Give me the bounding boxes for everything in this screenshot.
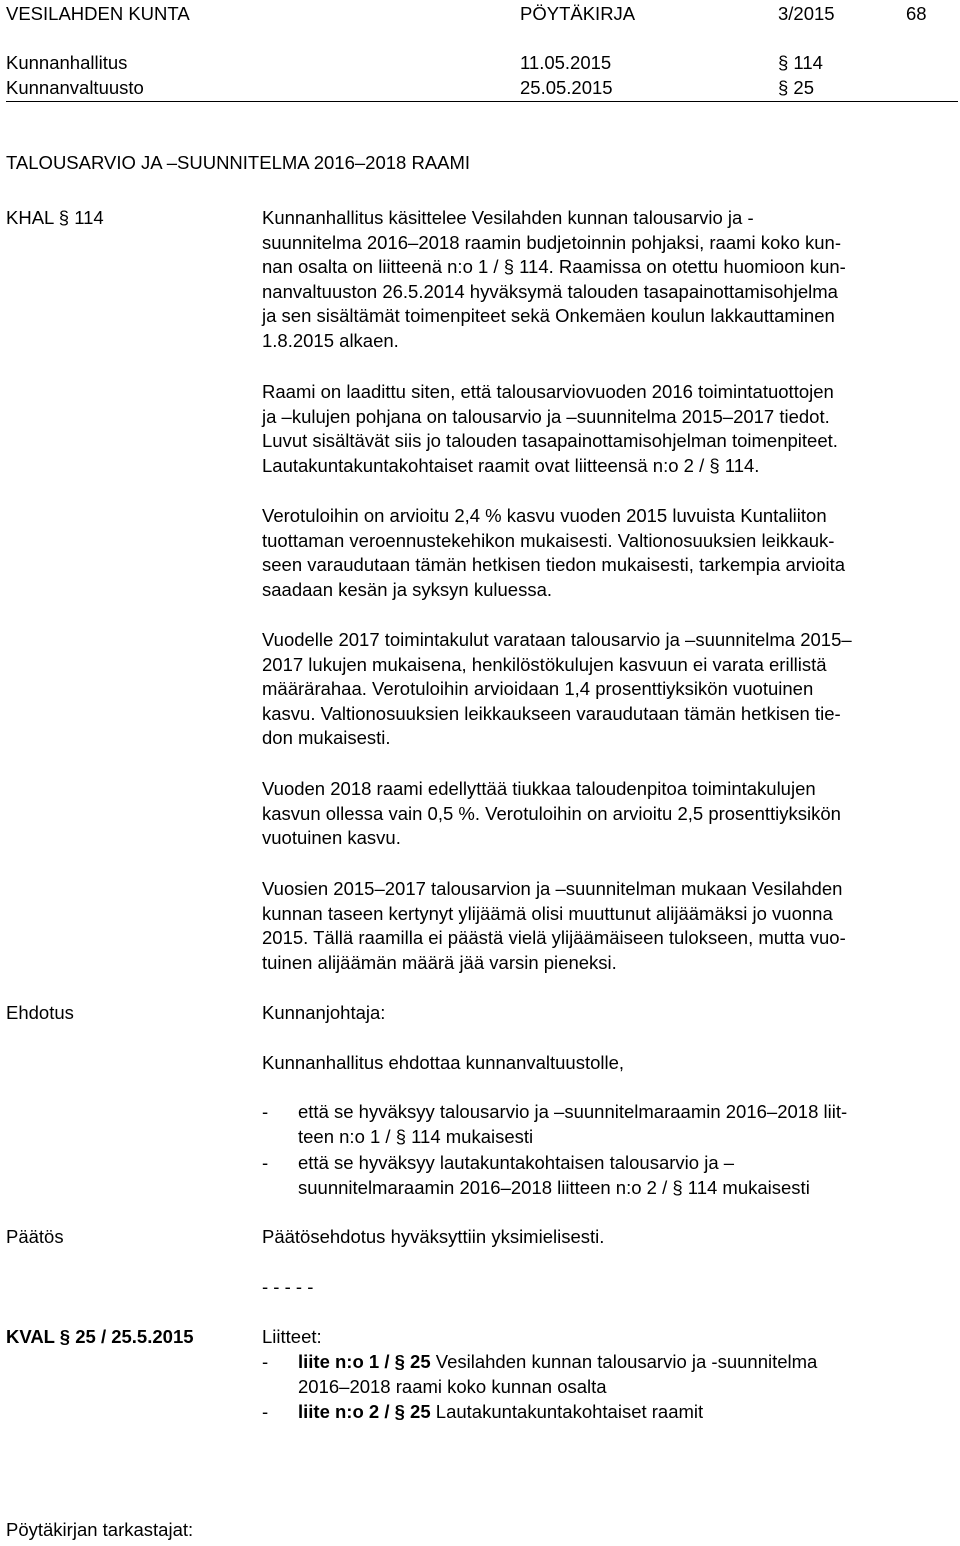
text-line: Lautakuntakuntakohtaiset raamit ovat liitteensä n:o 2 / § 114. [262, 454, 760, 476]
paragraph-2 [262, 380, 952, 478]
proposal-dash-1: - [262, 1101, 269, 1122]
agenda-title: TALOUSARVIO JA –SUUNNITELMA 2016–2018 RAAMI [6, 152, 471, 173]
text-line: saadaan kesän ja syksyn kuluessa. [262, 578, 553, 600]
text-line: Vuoden 2018 raami edellyttää tiukkaa taloudenpitoa toimintakulujen [262, 778, 816, 799]
paragraph-4 [262, 628, 952, 751]
text-line: nan osalta on liitteenä n:o 1 / § 114. Raamissa on otettu huomioon kun- [262, 256, 846, 278]
page-number: 68 [906, 3, 927, 24]
doc-number: 3/2015 [778, 3, 835, 24]
header-rule [6, 101, 958, 102]
kval-section-label: KVAL § 25 / 25.5.2015 [6, 1326, 194, 1347]
proposer-label: Kunnanjohtaja: [262, 1002, 386, 1023]
decision-text: Päätösehdotus hyväksyttiin yksimielisesti. [262, 1226, 605, 1247]
attachment-ref-1: liite n:o 1 / § 25 [298, 1351, 431, 1372]
attachment-item-1-line-2: 2016–2018 raami koko kunnan osalta [298, 1376, 607, 1397]
paragraph-6 [262, 877, 952, 975]
text-line: tuinen alijäämän määrä jää varsin pieneksi. [262, 951, 617, 973]
doc-type: PÖYTÄKIRJA [520, 3, 636, 24]
ehdotus-label: Ehdotus [6, 1002, 74, 1023]
proposal-dash-2: - [262, 1152, 269, 1173]
section-ref-2: § 25 [778, 77, 815, 98]
text-line: don mukaisesti. [262, 727, 391, 749]
attachment-dash-2: - [262, 1401, 269, 1422]
proposal-item-1-line-1: että se hyväksyy talousarvio ja –suunnitelmaraamin 2016–2018 liit- [298, 1101, 848, 1122]
text-line: tuottaman veroennustekehikon mukaisesti. Valtionosuuksien leikkauk- [262, 529, 835, 551]
text-line: Raami on laadittu siten, että talousarviovuoden 2016 toimintatuottojen [262, 381, 834, 402]
text-line: Kunnanhallitus käsittelee Vesilahden kunnan talousarvio ja - [262, 207, 754, 228]
attachment-item-2 [298, 1400, 703, 1425]
text-line: 1.8.2015 alkaen. [262, 329, 399, 351]
paatos-label: Päätös [6, 1226, 64, 1247]
text-line: 2015. Tällä raamilla ei päästä vielä ylijäämäiseen tulokseen, mutta vuo- [262, 927, 846, 949]
text-line: ja sen sisältämät toimenpiteet sekä Onkemäen koulun lakkauttaminen [262, 305, 835, 327]
text-line: vuotuinen kasvu. [262, 827, 401, 849]
section-ref-1: § 114 [778, 52, 823, 73]
proposal-item-1-line-2: teen n:o 1 / § 114 mukaisesti [298, 1126, 534, 1147]
proposal-item-2-line-2: suunnitelmaraamin 2016–2018 liitteen n:o 2 / § 114 mukaisesti [298, 1177, 810, 1198]
text-line: kasvu. Valtionosuuksien leikkaukseen varaudutaan tämän hetkisen tie- [262, 702, 841, 724]
org-name: VESILAHDEN KUNTA [6, 3, 190, 24]
attachment-ref-2: liite n:o 2 / § 25 [298, 1401, 431, 1422]
board-name-1: Kunnanhallitus [6, 52, 128, 73]
text-line: 2017 lukujen mukaisena, henkilöstökulujen kasvuun ei varata erillistä [262, 653, 827, 675]
proposal-item-2-line-1: että se hyväksyy lautakuntakohtaisen talousarvio ja – [298, 1152, 735, 1173]
khal-section-label: KHAL § 114 [6, 207, 104, 228]
meeting-date-2: 25.05.2015 [520, 77, 613, 98]
text-line: nanvaltuuston 26.5.2014 hyväksymä talouden tasapainottamisohjelma [262, 280, 838, 302]
separator-dashes: - - - - - [262, 1276, 314, 1297]
inspectors-label: Pöytäkirjan tarkastajat: [6, 1519, 194, 1540]
paragraph-5 [262, 777, 952, 851]
text-line: kasvun ollessa vain 0,5 %. Verotuloihin on arvioitu 2,5 prosenttiyksikön [262, 802, 841, 824]
text-line: ja –kulujen pohjana on talousarvio ja –suunnitelma 2015–2017 tiedot. [262, 405, 830, 427]
text-line: Luvut sisältävät siis jo talouden tasapainottamisohjelman toimenpiteet. [262, 430, 838, 452]
attachment-text-1: Vesilahden kunnan talousarvio ja -suunnitelma [430, 1351, 818, 1372]
text-line: seen varaudutaan tämän hetkisen tiedon mukaisesti, tarkempia arvioita [262, 554, 846, 576]
meeting-date-1: 11.05.2015 [520, 52, 612, 73]
text-line: suunnitelma 2016–2018 raamin budjetoinnin pohjaksi, raami koko kun- [262, 231, 842, 253]
board-name-2: Kunnanvaltuusto [6, 77, 144, 98]
attachment-text-2: Lautakuntakuntakohtaiset raamit [430, 1401, 704, 1422]
text-line: määrärahaa. Verotuloihin arvioidaan 1,4 prosenttiyksikön vuotuinen [262, 678, 814, 700]
text-line: Verotuloihin on arvioitu 2,4 % kasvu vuoden 2015 luvuista Kuntaliiton [262, 505, 827, 526]
proposal-intro: Kunnanhallitus ehdottaa kunnanvaltuustolle, [262, 1052, 625, 1073]
text-line: Vuodelle 2017 toimintakulut varataan talousarvio ja –suunnitelma 2015– [262, 629, 852, 650]
text-line: Vuosien 2015–2017 talousarvion ja –suunnitelman mukaan Vesilahden [262, 878, 843, 899]
paragraph-1 [262, 206, 952, 354]
text-line: kunnan taseen kertynyt ylijäämä olisi muuttunut alijäämäksi jo vuonna [262, 902, 833, 924]
attachments-label: Liitteet: [262, 1326, 322, 1347]
attachment-dash-1: - [262, 1351, 269, 1372]
attachment-item-1 [298, 1350, 817, 1375]
paragraph-3 [262, 504, 952, 602]
